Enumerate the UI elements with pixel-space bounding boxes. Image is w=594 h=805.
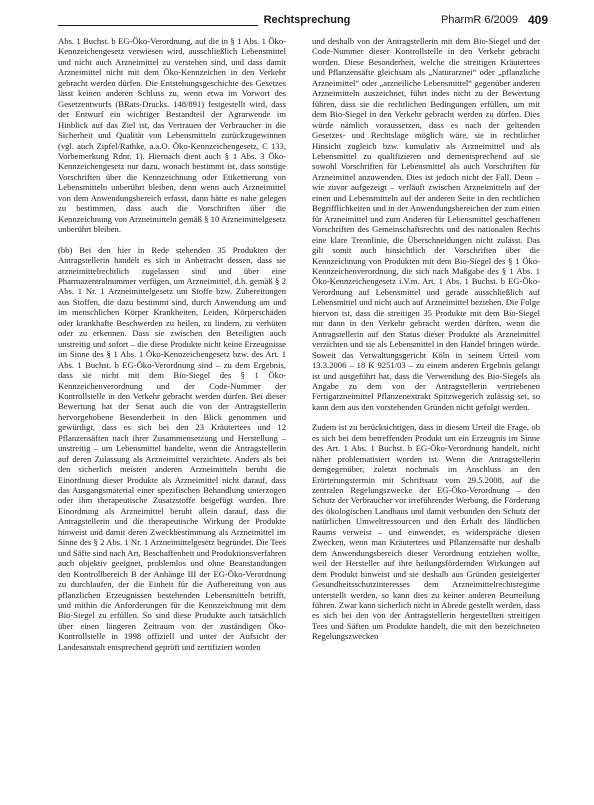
right-column bbox=[312, 36, 540, 642]
left-column bbox=[58, 36, 286, 652]
right-paragraph-1: und deshalb von der Antragstellerin mit dem Bio-Siegel und der Code-Nummer dieser Kontrollstelle in den Verkehr gebracht worden. Diese Besonderheit, welche die streitigen Kräutertees und Pflanzensäfte gleichsam als „Naturarznei“ oder „pflanzliche Arzneimittel“ oder „arzneiliche Lebensmittel“ gegenüber anderen Arzneimitteln auszeichnet, führt indes nicht zu der Bewertung führen, dass sie die rechtlichen Bedingungen erfüllen, um mit dem Bio-Siegel in den Verkehr gebracht werden zu dürfen. Dies würde nämlich voraussetzen, dass es nach der geltenden Gesetzes- und Rechtslage möglich wäre, sie in rechtlicher Hinsicht zugleich bzw. kumulativ als Arzneimittel und als Lebensmittel zu qualifizieren und dementsprechend auf sie sowohl Vorschriften für Lebensmittel als auch Vorschriften für Arzneimittel anzuwenden. Dies ist jedoch nicht der Fall. Denn – wie zuvor aufgezeigt – verläuft zwischen Arzneimitteln auf der einen und Lebensmitteln auf der anderen Seite in den rechtlichen Begrifflichkeiten und in der Anwendungsbereichen der zum einen für Arzneimittel und zum Anderen für Lebensmittel geschaffenen Vorschriften des Gemeinschaftsrechts und des nationalen Rechts eine klare Trennlinie, die Überschneidungen nicht zulässt. Das gilt somit auch hinsichtlich der Vorschriften über die Kennzeichnung von Produkten mit dem Bio-Siegel des § 1 Öko-Kennzeichenverordnung, die sich nach Maßgabe des § 1 Abs. 1 Öko-Kennzeichengesetz i.V.m. Art. 1 Abs. 1 Buchst. b EG-Öko-Verordnung auf Lebensmittel und gerade ausschließlich auf Lebensmittel und nicht auch auf Arzneimittel beziehen. Die Folge hiervon ist, dass die streitigen 35 Produkte mit dem Bio-Siegel nur dann in den Verkehr gebracht werden dürften, wenn die Antragstellerin auf den Status dieser Produkte als Arzneimittel verzichten und sie als Lebensmittel in den Handel bringen würde. Soweit das Verwaltungsgericht Köln in seinem Urteil vom 13.3.2006 – 18 K 9251/03 – zu einem anderen Ergebnis gelangt ist und ausgeführt hat, dass die Verwendung des Bio-Siegels als Angabe zu dem von der Antragstellerin vertriebenen Fertigarzneimittel Pflanzenextrakt Spitzwegerich zulässig sei, so kann dem aus den vorstehenden Gründen nicht gefolgt werden. bbox=[312, 36, 540, 412]
page-number: 409 bbox=[527, 13, 548, 27]
right-paragraph-2: Zudem ist zu berücksichtigen, dass in diesem Urteil die Frage, ob es sich bei dem betreffenden Produkt um ein Erzeugnis im Sinne des Art. 1 Abs. 1 Buchst. b EG-Öko-Verordnung handelt, nicht näher problematisiert worden ist. Wenn die Antragstellerin demgegenüber, zuletzt nochmals im Anschluss an den Erörterungstermin mit Schriftsatz vom 29.5.2008, auf die zentralen Regelungszwecke der EG-Öko-Verordnung – den Schutz der Verbraucher vor irreführender Werbung, die Förderung des ökologischen Landbaus und damit verbunden den Schutz der natürlichen Umweltressourcen und den Erhalt des ländlichen Raums verweist – und einwendet, es widerspräche diesen Zwecken, wenn man Kräutertees und Pflanzensäfte nur deshalb dem Anwendungsbereich dieser Verordnung entziehen wollte, weil der Hersteller auf ihre heilungsfördernden Wirkungen auf dem Produkt hinweist und sie deshalb aus Gründen gesteigerter Gesundheitsschutzinteresses dem Arzneimittelrechtsregime unterstellt werden, so kann dies zu keiner anderen Beurteilung führen. Zwar kann sicherlich nicht in Abrede gestellt werden, dass es sich bei den von der Antragstellerin hergestellten streitigen Tees und Säften um Produkte handelt, die mit den bezeichneten Regelungszwecken bbox=[312, 422, 540, 642]
left-paragraph-2: (bb) Bei den hier in Rede stehenden 35 Produkten der Antragstellerin handelt es sich in Anbetracht dessen, dass sie arzneimittelrechtlich zugelassen sind und über eine Pharmazentralnummer verfügen, um Arzneimittel, d.h. gemäß § 2 Abs. 1 Nr. 1 Arzneimittelgesetz um Stoffe bzw. Zubereitungen aus Stoffen, die dazu bestimmt sind, durch Anwendung am und im menschlichen Körper Krankheiten, Leiden, Körperschäden oder krankhafte Beschwerden zu heilen, zu lindern, zu verhüten oder zu erkennen. Dass sie zwischen den Beteiligten auch unstreitig und sofort – die diese Produkte nicht keine Erzeugnisse im Sinne des § 1 Abs. 1 Öko-Kennzeichengesetz bzw. des Art. 1 Abs. 1 Buchst. b EG-Öko-Verordnung sind – zu dem Ergebnis, dass sie nicht mit dem Bio-Siegel des § 1 Öko-Kennzeichenverordnung und der Code-Nummer der Kontrollstelle in den Verkehr gebracht werden dürfen. Bei dieser Bewertung hat der Senat auch die von der Antragstellerin hervorgehobene Besonderheit in den Blick genommen und gewürdigt, dass es sich bei den 23 Kräutertees und 12 Pflanzensäften nach ihrer Zusammensetzung und Herstellung – unstreitig – um Lebensmittel handelte, wenn die Antragstellerin auf deren Zulassung als Arzneimittel verzichtete. Anders als bei den sicherlich meisten anderen Arzneimitteln beruht die Einordnung dieser Produkte als Arzneimittel nicht darauf, dass das Ausgangsmaterial einer spezifischen Behandlung unterzogen oder ihm therapeutische Zusatzstoffe beigefügt wurden. Ihre Einordnung als Arzneimittel beruht allein darauf, dass die Antragstellerin und die therapeutische Wirkung der Produkte hinweist und damit deren Zweckbestimmung als Arzneimittel im Sinne des § 2 Abs. 1 Nr. 1 Arzneimittelgesetz begründet. Die Tees und Säfte sind nach Art, Beschaffenheit und Produktionsverfahren auch objektiv geeignet, problemlos und ohne Beanstandungen den Kontrollbereich B der Anhänge III der EG-Öko-Verordnung zu durchlaufen, der die Einheit für die Aufbereitung von aus pflanzlichen Erzeugnissen bestehenden Lebensmitteln betrifft, und mithin die Anforderungen für die Kennzeichnung mit dem Bio-Siegel zu erfüllen. So sind diese Produkte auch tatsächlich über einen längeren Zeitraum von der zuständigen Öko-Kontrollstelle in 1998 offiziell und unter der Aufsicht der Landesanstalt entsprechend geprüft und zertifiziert worden bbox=[58, 244, 286, 652]
header-rule bbox=[58, 25, 258, 26]
section-title: Rechtsprechung bbox=[263, 14, 351, 26]
left-paragraph-1: Abs. 1 Buchst. b EG-Öko-Verordnung, auf die in § 1 Abs. 1 Öko-Kennzeichengesetz verwiesen wird, ausschließlich Lebensmittel und nicht auch Arzneimittel zu verstehen sind, und dass damit Arzneimittel nicht mit dem Öko-Kennzeichen in den Verkehr gebracht werden dürfen. Die Entstehungsgeschichte des Gesetzes lässt keinen anderen Schluss zu, wenn etwa im Vorwort des Gesetzentwurfs (BRats-Drucks. 148/891) festgestellt wird, dass der Entwurf ein wichtiger Bestandteil der Agrarwende im Hinblick auf das Ziel ist, das Vertrauen der Verbraucher in die Sicherheit und Qualität von Lebensmitteln zurückzugewinnen (vgl. auch Zipfel/Rathke, a.a.O. Öko-Kennzeichengesetz, C 133, Vorbemerkung Rdnr. 1). Hiernach dient auch § 1 Abs. 3 Öko-Kennzeichengesetz nur dazu, wonach bestimmt ist, dass sonstige Vorschriften über die Kennzeichnung oder Etikettierung von Lebensmitteln unberührt bleiben, denn wenn auch Arzneimittel von dem Anwendungsbereich erfasst, dann hätte es nahe gelegen zu bestimmen, dass auch die Vorschriften über die Kennzeichnung von Arzneimitteln gemäß § 10 Arzneimittelgesetz unberührt bleiben. bbox=[58, 36, 286, 235]
journal-issue: PharmR 6/2009 bbox=[440, 14, 518, 26]
